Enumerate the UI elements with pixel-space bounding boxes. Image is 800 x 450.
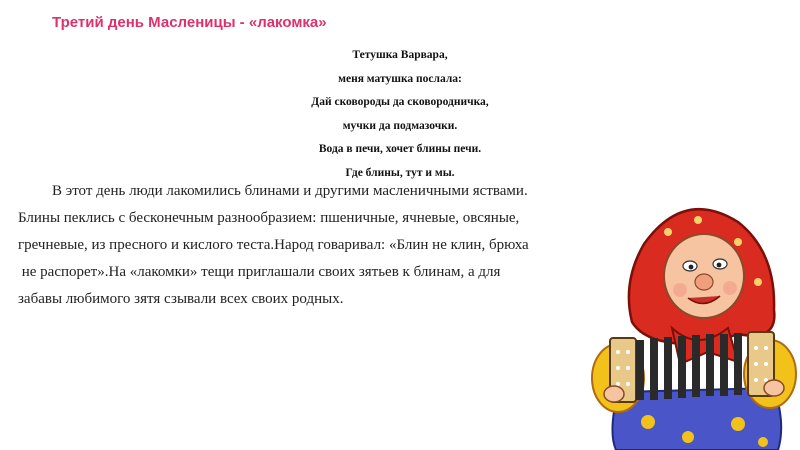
paragraph-line: не распорет».На «лакомки» тещи приглашали своих зятьев к блинам, а для — [18, 264, 501, 280]
poem-line: Вода в печи, хочет блины печи. — [318, 143, 482, 155]
poem-line: Дай сковороды да сковородничка, — [311, 96, 489, 108]
paragraph-line: гречневые, из пресного и кислого теста.Народ говаривал: «Блин не клин, брюха — [18, 237, 529, 253]
slide-title: Третий день Масленицы - «лакомка» — [52, 14, 327, 31]
poem — [250, 44, 550, 185]
poem-line: Где блины, тут и мы. — [345, 166, 455, 179]
paragraph-line: В этот день люди лакомились блинами и другими масленичными яствами. — [52, 183, 528, 199]
paragraph-line: забавы любимого зятя сзывали всех своих родных. — [18, 291, 344, 307]
poem-line: меня матушка послала: — [338, 72, 462, 85]
woman-with-accordion-illustration — [588, 192, 800, 450]
body-paragraph — [18, 178, 618, 313]
poem-line: мучки да подмазочки. — [342, 119, 458, 132]
poem-line: Тетушка Варвара, — [352, 49, 448, 61]
paragraph-line: Блины пеклись с бесконечным разнообразием: пшеничные, ячневые, овсяные, — [18, 210, 520, 226]
